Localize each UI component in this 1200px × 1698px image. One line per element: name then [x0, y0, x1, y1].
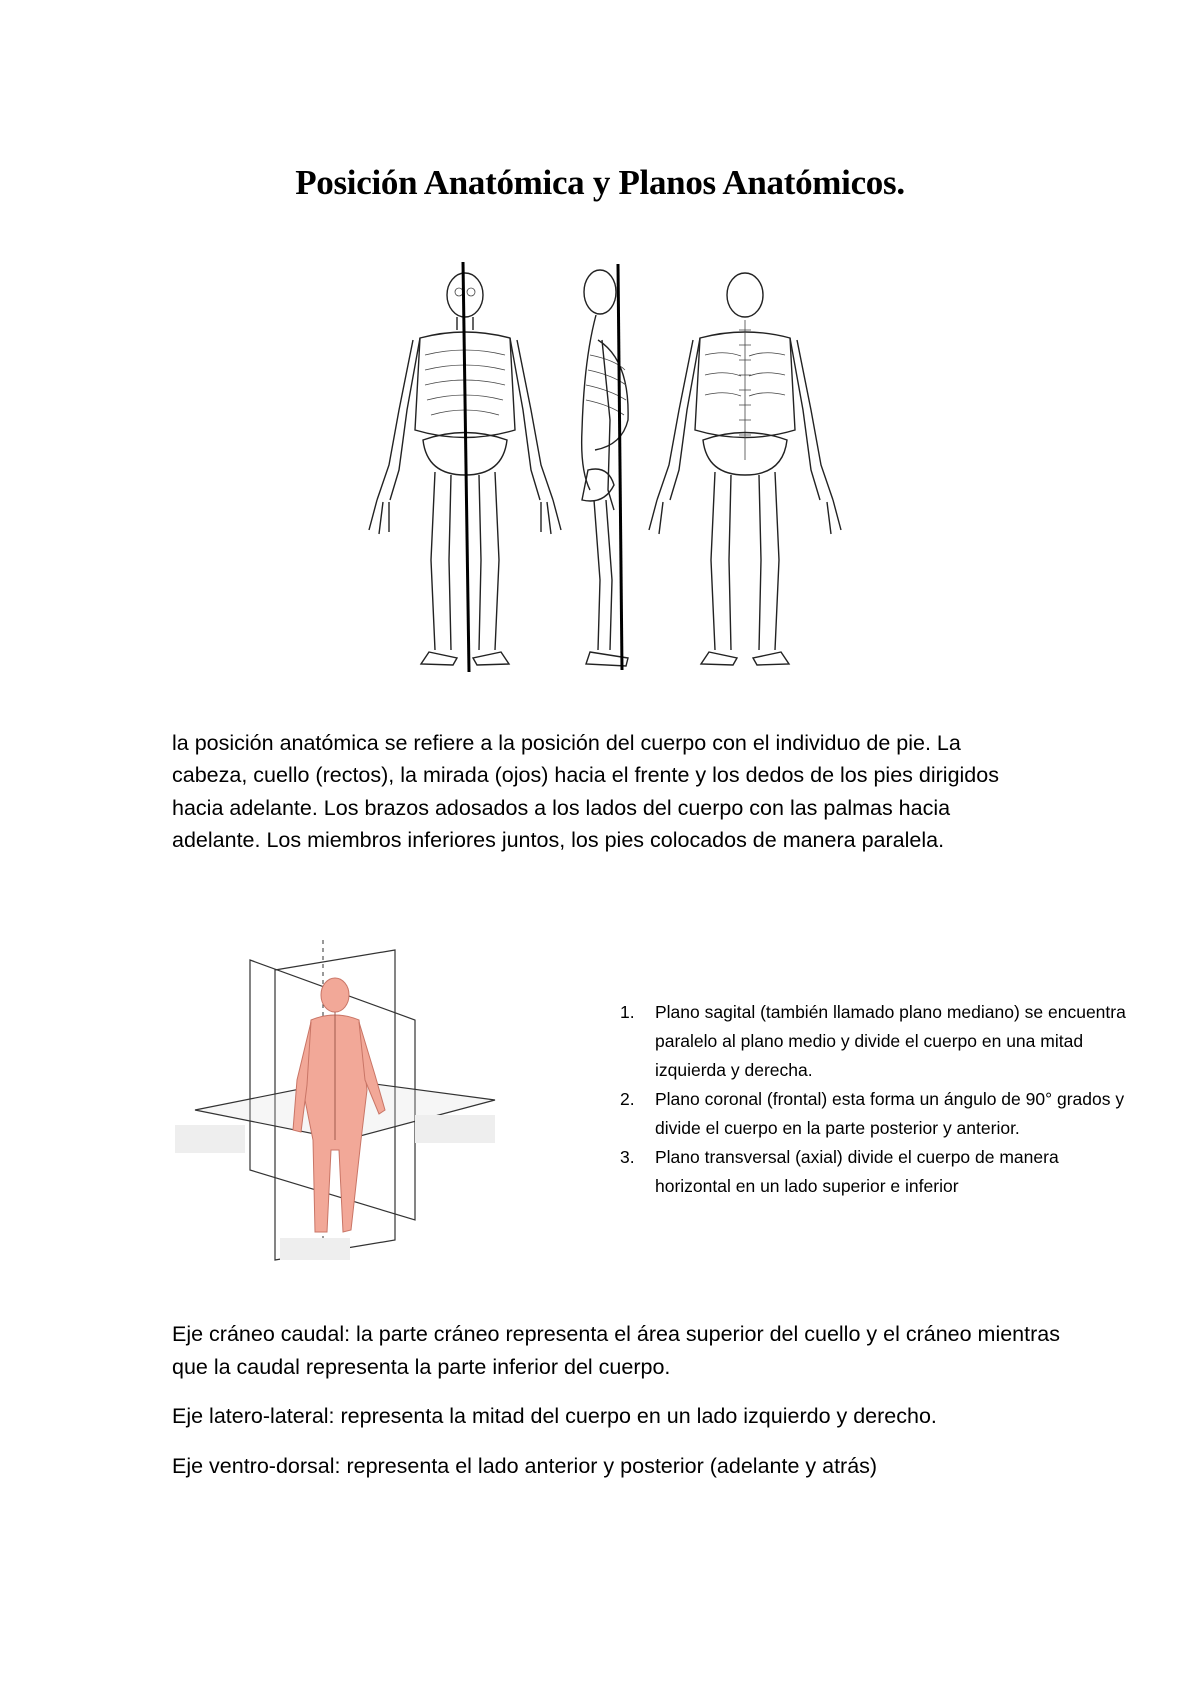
- skeleton-side-view: [582, 264, 628, 670]
- list-item: [612, 998, 1132, 1085]
- label-placeholder: [175, 1125, 245, 1153]
- list-item-number: 1.: [620, 1002, 635, 1022]
- list-item-number: 2.: [620, 1089, 635, 1109]
- list-item-number: 3.: [620, 1147, 635, 1167]
- axis-latero-lateral: Eje latero-lateral: representa la mitad del cuerpo en un lado izquierdo y derecho.: [172, 1404, 937, 1428]
- skeleton-back-view: [649, 273, 841, 665]
- axis-ventro-dorsal: Eje ventro-dorsal: representa el lado anterior y posterior (adelante y atrás): [172, 1453, 878, 1478]
- list-item: [612, 1143, 1132, 1201]
- label-placeholder: [415, 1115, 495, 1143]
- axes-section: [172, 1318, 1072, 1499]
- list-item-text: Plano transversal (axial) divide el cuerpo de manera horizontal en un lado superior e inferior: [655, 1147, 1059, 1196]
- skeleton-front-side-back-icon: [345, 260, 865, 680]
- list-item-text: Plano coronal (frontal) esta forma un ángulo de 90° grados y divide el cuerpo en la parte posterior y anterior.: [655, 1089, 1125, 1138]
- list-item: [612, 1085, 1132, 1143]
- skeleton-front-view: [369, 262, 561, 672]
- list-item-text: Plano sagital (también llamado plano mediano) se encuentra paralelo al plano medio y divide el cuerpo en una mitad izquierda y derecha.: [655, 1002, 1126, 1080]
- body-planes-icon: [175, 940, 525, 1270]
- planes-list: [612, 998, 1132, 1201]
- axis-craneo-caudal: Eje cráneo caudal: la parte cráneo representa el área superior del cuello y el cráneo mientras que la caudal representa la parte inferior del cuerpo.: [172, 1322, 1060, 1379]
- planes-figure: [175, 940, 525, 1270]
- label-placeholder: [280, 1238, 350, 1260]
- skeleton-views-figure: [345, 260, 865, 680]
- intro-paragraph: la posición anatómica se refiere a la posición del cuerpo con el individuo de pie. La cabeza, cuello (rectos), la mirada (ojos) hacia el frente y los dedos de los pies dirigidos hacia adelante. Los brazos adosados a los lados del cuerpo con las palmas hacia adelante. Los miembros inferiores juntos, los pies colocados de manera paralela.: [172, 730, 999, 852]
- page-title: Posición Anatómica y Planos Anatómicos.: [295, 163, 905, 203]
